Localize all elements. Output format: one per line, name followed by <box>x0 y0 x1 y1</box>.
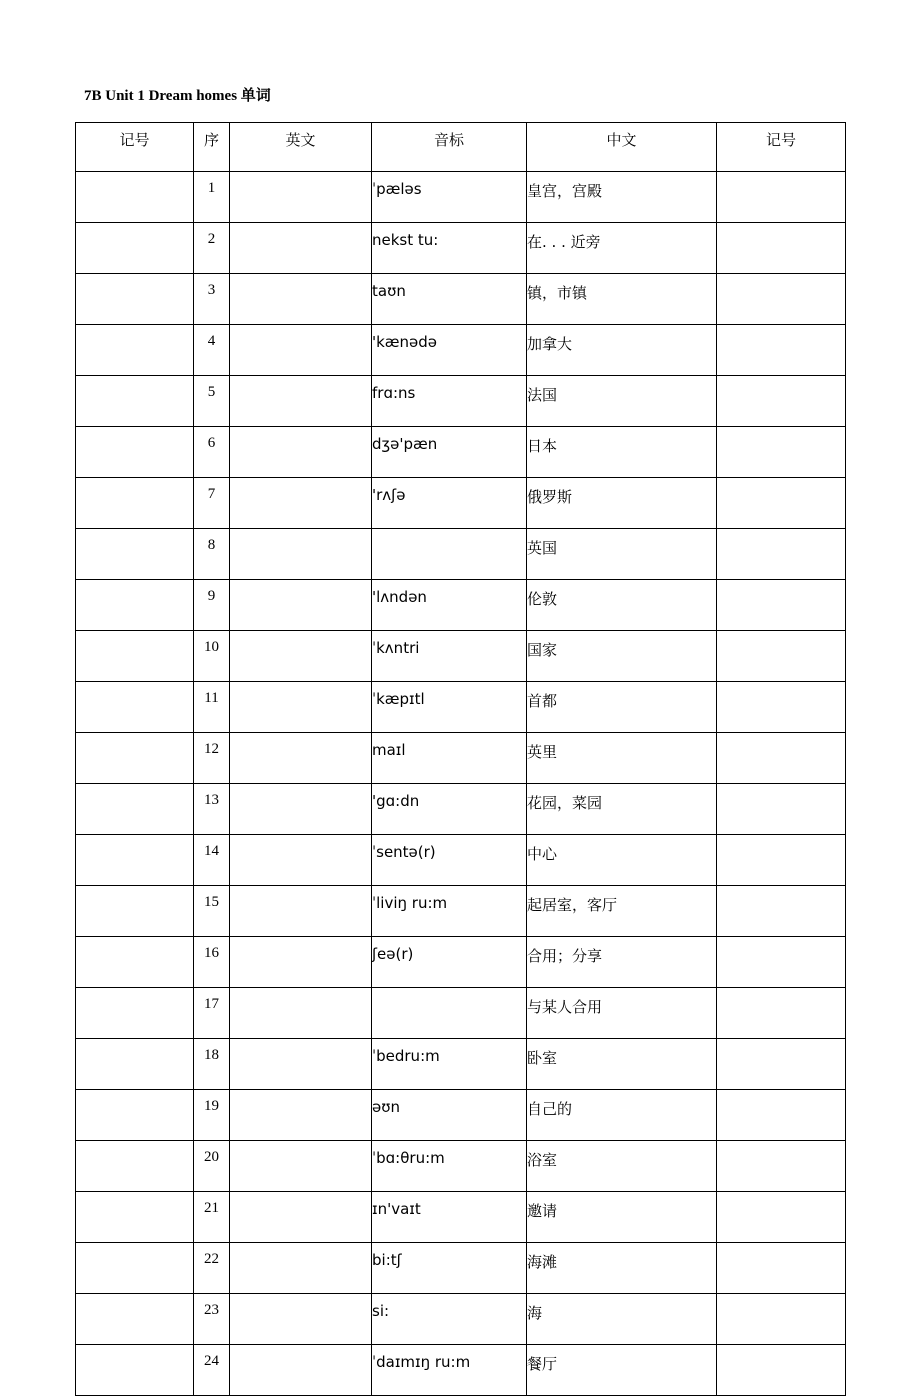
english-cell <box>230 1141 372 1192</box>
table-row <box>76 580 846 631</box>
phonetic-cell: bi:tʃ <box>372 1243 527 1294</box>
mark-right-cell <box>717 478 846 529</box>
mark-left-cell <box>76 988 194 1039</box>
english-cell <box>230 274 372 325</box>
english-cell <box>230 580 372 631</box>
mark-right-cell <box>717 529 846 580</box>
mark-right-cell <box>717 1243 846 1294</box>
table-row <box>76 835 846 886</box>
mark-right-cell <box>717 1294 846 1345</box>
english-cell <box>230 937 372 988</box>
header-phonetic: 音标 <box>372 123 527 172</box>
mark-left-cell <box>76 784 194 835</box>
phonetic-cell <box>372 529 527 580</box>
mark-right-cell <box>717 172 846 223</box>
english-cell <box>230 478 372 529</box>
mark-left-cell <box>76 223 194 274</box>
mark-left-cell <box>76 274 194 325</box>
chinese-cell: 日本 <box>527 427 717 478</box>
chinese-cell: 加拿大 <box>527 325 717 376</box>
chinese-cell: 伦敦 <box>527 580 717 631</box>
chinese-cell: 法国 <box>527 376 717 427</box>
english-cell <box>230 1090 372 1141</box>
mark-right-cell <box>717 631 846 682</box>
mark-left-cell <box>76 937 194 988</box>
mark-right-cell <box>717 1141 846 1192</box>
english-cell <box>230 733 372 784</box>
mark-right-cell <box>717 937 846 988</box>
mark-right-cell <box>717 376 846 427</box>
mark-right-cell <box>717 886 846 937</box>
table-row <box>76 682 846 733</box>
phonetic-cell: ˈdaɪmɪŋ ru:m <box>372 1345 527 1396</box>
mark-right-cell <box>717 223 846 274</box>
phonetic-cell: 'rʌʃə <box>372 478 527 529</box>
number-cell: 19 <box>194 1090 230 1141</box>
table-row <box>76 223 846 274</box>
number-cell: 1 <box>194 172 230 223</box>
english-cell <box>230 529 372 580</box>
phonetic-cell: ˈpæləs <box>372 172 527 223</box>
chinese-cell: 俄罗斯 <box>527 478 717 529</box>
mark-right-cell <box>717 1090 846 1141</box>
mark-right-cell <box>717 580 846 631</box>
phonetic-cell: ˈsentə(r) <box>372 835 527 886</box>
english-cell <box>230 784 372 835</box>
number-cell: 11 <box>194 682 230 733</box>
number-cell: 9 <box>194 580 230 631</box>
chinese-cell: 中心 <box>527 835 717 886</box>
header-english: 英文 <box>230 123 372 172</box>
number-cell: 13 <box>194 784 230 835</box>
phonetic-cell: dʒə'pæn <box>372 427 527 478</box>
table-header-row <box>76 123 846 172</box>
table-row <box>76 1294 846 1345</box>
mark-left-cell <box>76 325 194 376</box>
phonetic-cell: 'kænədə <box>372 325 527 376</box>
number-cell: 2 <box>194 223 230 274</box>
table-row <box>76 1192 846 1243</box>
chinese-cell: 国家 <box>527 631 717 682</box>
chinese-cell: 皇宫，宫殿 <box>527 172 717 223</box>
number-cell: 21 <box>194 1192 230 1243</box>
chinese-cell: 邀请 <box>527 1192 717 1243</box>
phonetic-cell: ˈbedru:m <box>372 1039 527 1090</box>
header-mark-right: 记号 <box>717 123 846 172</box>
chinese-cell: 餐厅 <box>527 1345 717 1396</box>
mark-left-cell <box>76 376 194 427</box>
phonetic-cell: 'gɑ:dn <box>372 784 527 835</box>
mark-left-cell <box>76 1345 194 1396</box>
number-cell: 6 <box>194 427 230 478</box>
number-cell: 16 <box>194 937 230 988</box>
english-cell <box>230 682 372 733</box>
table-row <box>76 1243 846 1294</box>
number-cell: 15 <box>194 886 230 937</box>
table-row <box>76 886 846 937</box>
table-row <box>76 988 846 1039</box>
english-cell <box>230 988 372 1039</box>
number-cell: 5 <box>194 376 230 427</box>
mark-left-cell <box>76 886 194 937</box>
chinese-cell: 卧室 <box>527 1039 717 1090</box>
phonetic-cell: əʊn <box>372 1090 527 1141</box>
mark-right-cell <box>717 988 846 1039</box>
table-row <box>76 529 846 580</box>
mark-left-cell <box>76 427 194 478</box>
mark-left-cell <box>76 1243 194 1294</box>
chinese-cell: 花园，菜园 <box>527 784 717 835</box>
number-cell: 17 <box>194 988 230 1039</box>
phonetic-cell: ʃeə(r) <box>372 937 527 988</box>
english-cell <box>230 1243 372 1294</box>
chinese-cell: 海滩 <box>527 1243 717 1294</box>
table-row <box>76 733 846 784</box>
mark-left-cell <box>76 733 194 784</box>
table-row <box>76 274 846 325</box>
mark-left-cell <box>76 478 194 529</box>
english-cell <box>230 223 372 274</box>
number-cell: 7 <box>194 478 230 529</box>
chinese-cell: 英里 <box>527 733 717 784</box>
mark-right-cell <box>717 1345 846 1396</box>
chinese-cell: 浴室 <box>527 1141 717 1192</box>
mark-right-cell <box>717 274 846 325</box>
mark-right-cell <box>717 784 846 835</box>
number-cell: 12 <box>194 733 230 784</box>
phonetic-cell: nekst tu: <box>372 223 527 274</box>
number-cell: 4 <box>194 325 230 376</box>
chinese-cell: 起居室，客厅 <box>527 886 717 937</box>
phonetic-cell: taʊn <box>372 274 527 325</box>
mark-right-cell <box>717 1192 846 1243</box>
number-cell: 22 <box>194 1243 230 1294</box>
document-title: 7B Unit 1 Dream homes 单词 <box>84 88 271 104</box>
mark-right-cell <box>717 325 846 376</box>
mark-right-cell <box>717 682 846 733</box>
english-cell <box>230 1039 372 1090</box>
header-mark-left: 记号 <box>76 123 194 172</box>
table-row <box>76 325 846 376</box>
mark-left-cell <box>76 835 194 886</box>
number-cell: 20 <box>194 1141 230 1192</box>
number-cell: 3 <box>194 274 230 325</box>
mark-left-cell <box>76 172 194 223</box>
phonetic-cell: ˈbɑ:θru:m <box>372 1141 527 1192</box>
mark-left-cell <box>76 529 194 580</box>
mark-left-cell <box>76 1141 194 1192</box>
number-cell: 18 <box>194 1039 230 1090</box>
phonetic-cell: 'lʌndən <box>372 580 527 631</box>
english-cell <box>230 1192 372 1243</box>
english-cell <box>230 1294 372 1345</box>
chinese-cell: 镇，市镇 <box>527 274 717 325</box>
english-cell <box>230 1345 372 1396</box>
phonetic-cell: ˈkæpɪtl <box>372 682 527 733</box>
number-cell: 8 <box>194 529 230 580</box>
english-cell <box>230 886 372 937</box>
vocabulary-table <box>75 122 846 1396</box>
phonetic-cell: ˈkʌntri <box>372 631 527 682</box>
mark-left-cell <box>76 631 194 682</box>
chinese-cell: 英国 <box>527 529 717 580</box>
mark-left-cell <box>76 1294 194 1345</box>
number-cell: 24 <box>194 1345 230 1396</box>
phonetic-cell: ɪn'vaɪt <box>372 1192 527 1243</box>
chinese-cell: 与某人合用 <box>527 988 717 1039</box>
table-row <box>76 1090 846 1141</box>
mark-left-cell <box>76 580 194 631</box>
table-row <box>76 1039 846 1090</box>
number-cell: 23 <box>194 1294 230 1345</box>
english-cell <box>230 631 372 682</box>
chinese-cell: 海 <box>527 1294 717 1345</box>
table-row <box>76 937 846 988</box>
english-cell <box>230 427 372 478</box>
chinese-cell: 合用；分享 <box>527 937 717 988</box>
english-cell <box>230 172 372 223</box>
header-number: 序 <box>194 123 230 172</box>
mark-right-cell <box>717 733 846 784</box>
english-cell <box>230 325 372 376</box>
english-cell <box>230 376 372 427</box>
chinese-cell: 在. . . 近旁 <box>527 223 717 274</box>
phonetic-cell: si: <box>372 1294 527 1345</box>
table-row <box>76 376 846 427</box>
mark-left-cell <box>76 1090 194 1141</box>
phonetic-cell: frɑ:ns <box>372 376 527 427</box>
mark-left-cell <box>76 1039 194 1090</box>
phonetic-cell: ˈliviŋ ru:m <box>372 886 527 937</box>
mark-left-cell <box>76 1192 194 1243</box>
chinese-cell: 自己的 <box>527 1090 717 1141</box>
table-row <box>76 631 846 682</box>
table-row <box>76 427 846 478</box>
number-cell: 14 <box>194 835 230 886</box>
english-cell <box>230 835 372 886</box>
mark-right-cell <box>717 835 846 886</box>
mark-left-cell <box>76 682 194 733</box>
table-row <box>76 478 846 529</box>
chinese-cell: 首都 <box>527 682 717 733</box>
table-row <box>76 1345 846 1396</box>
mark-right-cell <box>717 1039 846 1090</box>
table-row <box>76 1141 846 1192</box>
phonetic-cell: maɪl <box>372 733 527 784</box>
phonetic-cell <box>372 988 527 1039</box>
table-row <box>76 172 846 223</box>
header-chinese: 中文 <box>527 123 717 172</box>
mark-right-cell <box>717 427 846 478</box>
number-cell: 10 <box>194 631 230 682</box>
table-row <box>76 784 846 835</box>
